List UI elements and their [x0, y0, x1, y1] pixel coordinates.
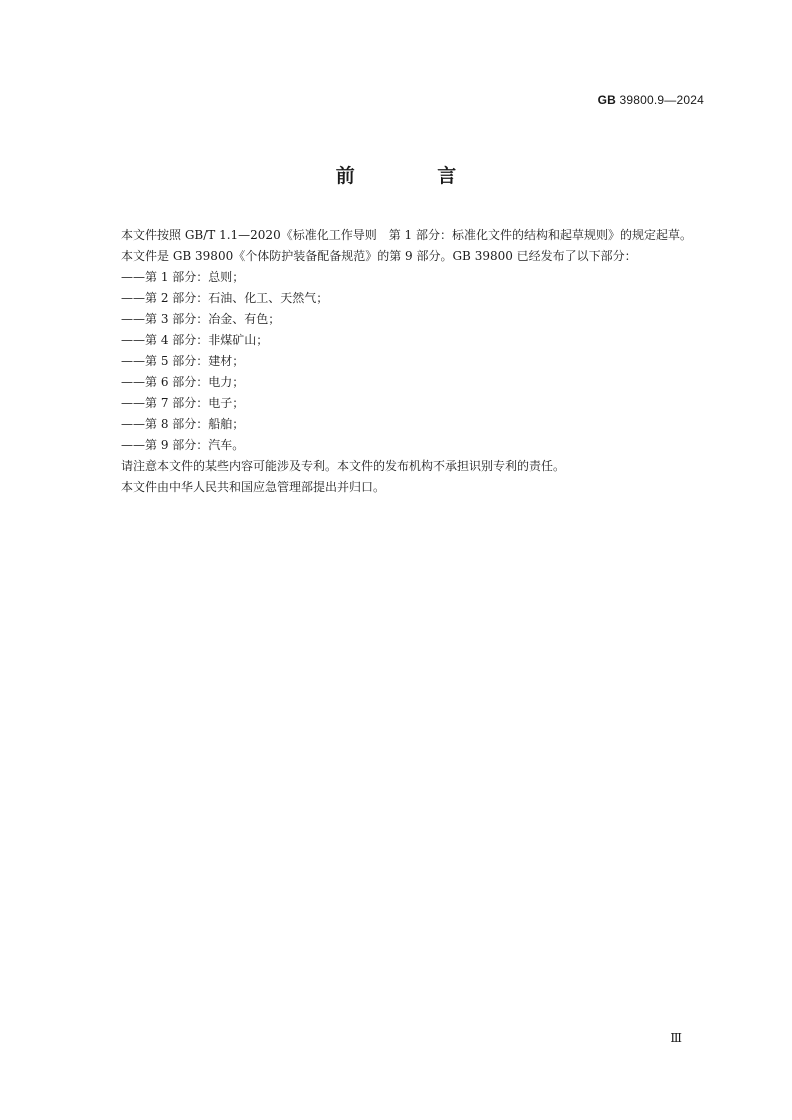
list-item: ——第 8 部分：船舶；	[121, 417, 245, 431]
paragraph-patent-notice: 请注意本文件的某些内容可能涉及专利。本文件的发布机构不承担识别专利的责任。	[121, 459, 566, 473]
foreword-body	[95, 225, 707, 498]
list-item: ——第 1 部分：总则；	[121, 270, 245, 284]
paragraph-drafting-rules: 本文件按照 GB/T 1.1—2020《标准化工作导则 第 1 部分：标准化文件的结构和起草规则》的规定起草。	[121, 228, 692, 242]
standard-prefix: GB	[597, 93, 616, 107]
list-item: ——第 5 部分：建材；	[121, 354, 245, 368]
list-item: ——第 6 部分：电力；	[121, 375, 245, 389]
list-item: ——第 4 部分：非煤矿山；	[121, 333, 269, 347]
standard-code	[598, 93, 704, 107]
page-title: 前 言	[335, 165, 495, 187]
standard-number: 39800.9—2024	[619, 93, 704, 107]
paragraph-series-intro: 本文件是 GB 39800《个体防护装备配备规范》的第 9 部分。GB 39800 已经发布了以下部分：	[121, 249, 637, 263]
list-item: ——第 9 部分：汽车。	[121, 438, 245, 452]
list-item: ——第 2 部分：石油、化工、天然气；	[121, 291, 329, 305]
paragraph-proposer: 本文件由中华人民共和国应急管理部提出并归口。	[121, 480, 386, 494]
page-number: Ⅲ	[670, 1031, 682, 1045]
list-item: ——第 7 部分：电子；	[121, 396, 245, 410]
list-item: ——第 3 部分：冶金、有色；	[121, 312, 281, 326]
